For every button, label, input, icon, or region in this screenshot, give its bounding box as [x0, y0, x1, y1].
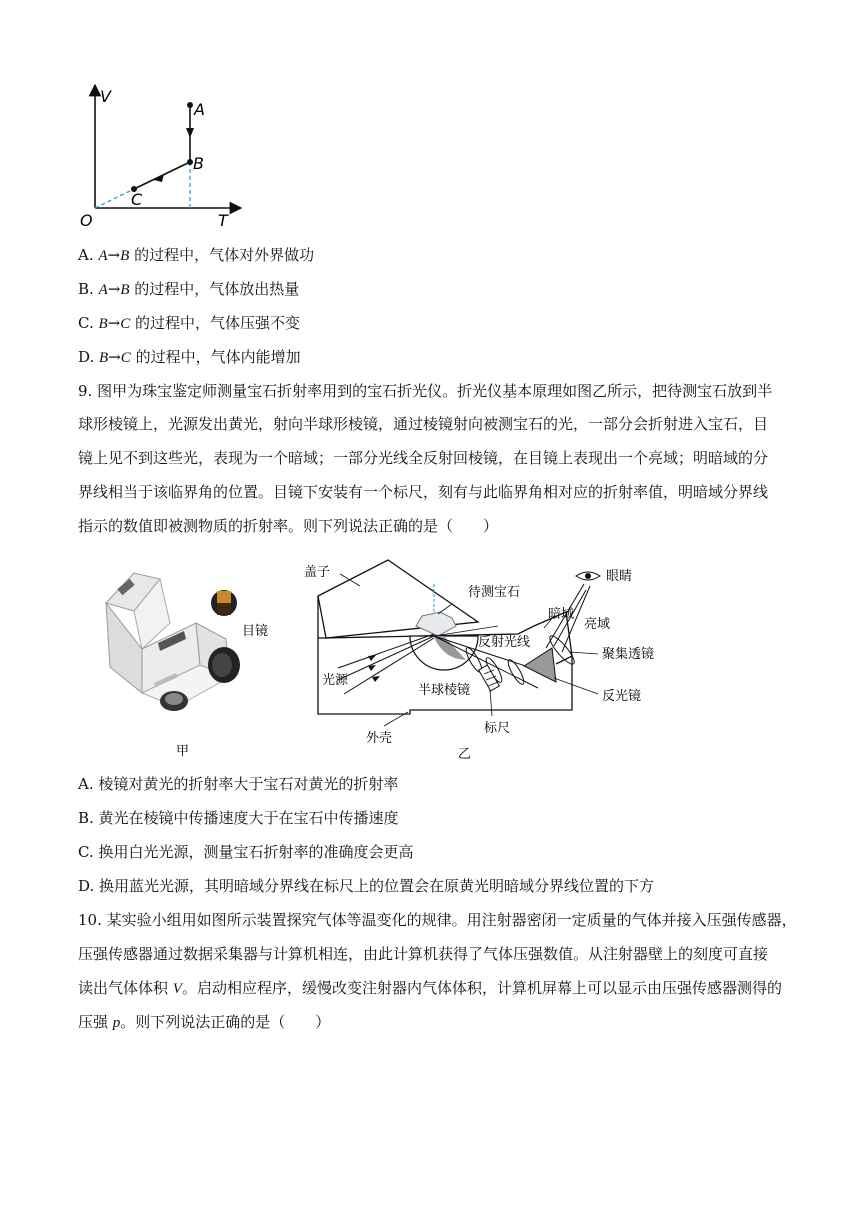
mirror-shape: [524, 648, 556, 682]
q10-stem-line-4: 压强 p。则下列说法正确的是（ ）: [78, 1013, 331, 1031]
hemi-prism-label: 半球棱镜: [418, 683, 471, 698]
q9-option-a: A. 棱镜对黄光的折射率大于宝石对黄光的折射率: [78, 775, 399, 793]
vt-graph: [76, 84, 246, 234]
q8-option-b: B. A→B 的过程中，气体放出热量: [78, 280, 300, 298]
dashed-c-to-origin: [95, 189, 134, 208]
q9-option-b: B. 黄光在棱镜中传播速度大于在宝石中传播速度: [78, 809, 399, 827]
q9-stem-line-2: 球形棱镜上，光源发出黄光，射向半球形棱镜，通过棱镜射向被测宝石的光，一部分会折射进入宝石，目: [78, 415, 769, 433]
reflected-label: 反射光线: [478, 635, 531, 650]
q10-stem-line-2: 压强传感器通过数据采集器与计算机相连，由此计算机获得了气体压强数值。从注射器壁上的刻度可直接: [78, 945, 769, 963]
figure-jia-refractometer: [96, 565, 296, 765]
gem-label: 待测宝石: [468, 585, 521, 600]
q9-option-c: C. 换用白光光源，测量宝石折射率的准确度会更高: [78, 843, 414, 861]
bright-label: 亮域: [584, 617, 611, 632]
q9-stem-line-5: 指示的数值即被测物质的折射率。则下列说法正确的是（ ）: [78, 517, 499, 535]
scale-shape: [479, 665, 500, 691]
gem-shape: [416, 612, 456, 636]
q9-stem-line-3: 镜上见不到这些光，表现为一个暗域；一部分光线全反射回棱镜，在目镜上表现出一个亮域；明暗域的分: [78, 449, 769, 467]
dark-label: 暗域: [548, 607, 575, 622]
eyepiece-label: 目镜: [242, 624, 269, 639]
q10-stem-line-3: 读出气体体积 V。启动相应程序，缓慢改变注射器内气体体积，计算机屏幕上可以显示由压强传感器测得的: [78, 979, 782, 997]
label-b: B: [193, 154, 204, 173]
label-a: A: [194, 100, 205, 119]
q8-option-a: A. A→B 的过程中，气体对外界做功: [78, 246, 315, 264]
q9-option-d: D. 换用蓝光光源，其明暗域分界线在标尺上的位置会在原黄光明暗域分界线位置的下方: [78, 877, 655, 895]
q9-stem-line-4: 界线相当于该临界角的位置。目镜下安装有一个标尺，刻有与此临界角相对应的折射率值，明暗域分界线: [78, 483, 769, 501]
label-t: T: [218, 211, 228, 230]
shell-label: 外壳: [366, 731, 393, 746]
label-c: C: [131, 190, 143, 209]
arrow-ab: [186, 128, 194, 138]
q8-option-d: D. B→C 的过程中，气体内能增加: [78, 348, 301, 366]
light-source-label: 光源: [322, 673, 349, 688]
focus-lens-label: 聚集透镜: [602, 647, 655, 662]
q10-stem-line-1: 10. 某实验小组用如图所示装置探究气体等温变化的规律。用注射器密闭一定质量的气体并接入压强传感器，: [78, 911, 797, 929]
q9-stem-line-1: 9. 图甲为珠宝鉴定师测量宝石折射率用到的宝石折光仪。折光仪基本原理如图乙所示，把待测宝石放到半: [78, 382, 773, 400]
scale-label: 标尺: [484, 721, 511, 736]
mirror-label: 反光镜: [602, 689, 642, 704]
label-v: V: [100, 87, 111, 106]
point-a: [187, 102, 193, 108]
figure-yi-label: 乙: [458, 747, 472, 762]
label-o: O: [80, 211, 93, 230]
figure-yi-diagram: [298, 556, 668, 766]
lid-label: 盖子: [304, 565, 331, 580]
figure-jia-label: 甲: [176, 744, 190, 759]
q8-option-c: C. B→C 的过程中，气体压强不变: [78, 314, 301, 332]
eye-label: 眼睛: [606, 569, 633, 584]
